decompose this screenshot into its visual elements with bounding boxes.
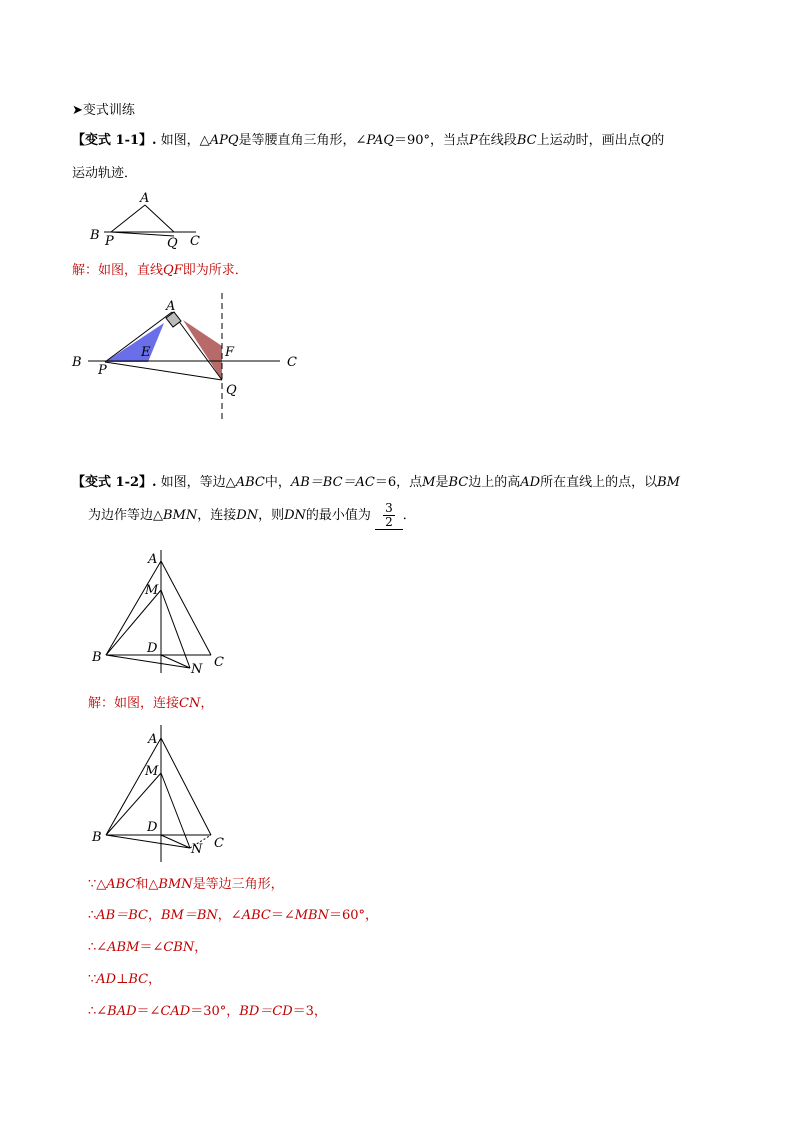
label-q: Q	[226, 383, 237, 398]
section-title: ➤变式训练	[72, 103, 135, 118]
label-q: Q	[167, 236, 178, 251]
variant-1-2-problem-line1: 【变式 1-2】. 如图，等边△ABC中，AB＝BC＝AC＝6，点M是BC边上的高AD所在直线上的点，以BM	[72, 475, 680, 490]
variant-1-1-problem-line2: 运动轨迹．	[72, 166, 138, 181]
label-a: A	[148, 732, 158, 747]
label-n: N	[191, 842, 203, 857]
label-m: M	[145, 583, 159, 598]
answer-fraction: $\frac{3}{2}$	[385, 500, 393, 529]
label-b: B	[90, 228, 100, 243]
label-b: B	[92, 830, 102, 845]
variant-1-1-problem-line1: 【变式 1-1】. 如图，△APQ是等腰直角三角形，∠PAQ＝90°，当点P在线段BC上运动时，画出点Q的	[72, 133, 665, 148]
label-m: M	[145, 764, 159, 779]
label-c: C	[214, 836, 224, 851]
variant-1-2-solution-intro: 解：如图，连接CN，	[88, 696, 214, 711]
label-a: A	[140, 191, 150, 206]
label-a: A	[166, 299, 176, 314]
segment-ac	[161, 738, 211, 835]
label-c: C	[287, 355, 297, 370]
label-b: B	[72, 355, 82, 370]
variant-1-1-solution: 解：如图，直线QF即为所求．	[72, 263, 248, 278]
variant-1-2-problem-line2: 为边作等边△BMN，连接DN，则DN的最小值为 $\frac{3}{2}$ ．	[88, 500, 416, 529]
solution-step-4: ∵AD⊥BC，	[88, 972, 162, 987]
label-p: P	[98, 363, 107, 378]
solution-step-5: ∴∠BAD＝∠CAD＝30°，BD＝CD＝3，	[88, 1004, 327, 1019]
label-c: C	[190, 234, 200, 249]
solution-step-3: ∴∠ABM＝∠CBN，	[88, 940, 208, 955]
label-c: C	[214, 655, 224, 670]
label-f: F	[225, 345, 235, 360]
solution-step-2: ∴AB＝BC，BM＝BN，∠ABC＝∠MBN＝60°，	[88, 908, 379, 923]
label-d: D	[147, 820, 158, 835]
label-n: N	[191, 662, 203, 677]
label-b: B	[92, 650, 102, 665]
label-p: P	[105, 234, 114, 249]
label-e: E	[141, 345, 151, 360]
segment-bn	[106, 835, 190, 848]
label-a: A	[148, 552, 158, 567]
solution-step-1: ∵△ABC和△BMN是等边三角形，	[88, 877, 284, 892]
label-d: D	[147, 641, 158, 656]
